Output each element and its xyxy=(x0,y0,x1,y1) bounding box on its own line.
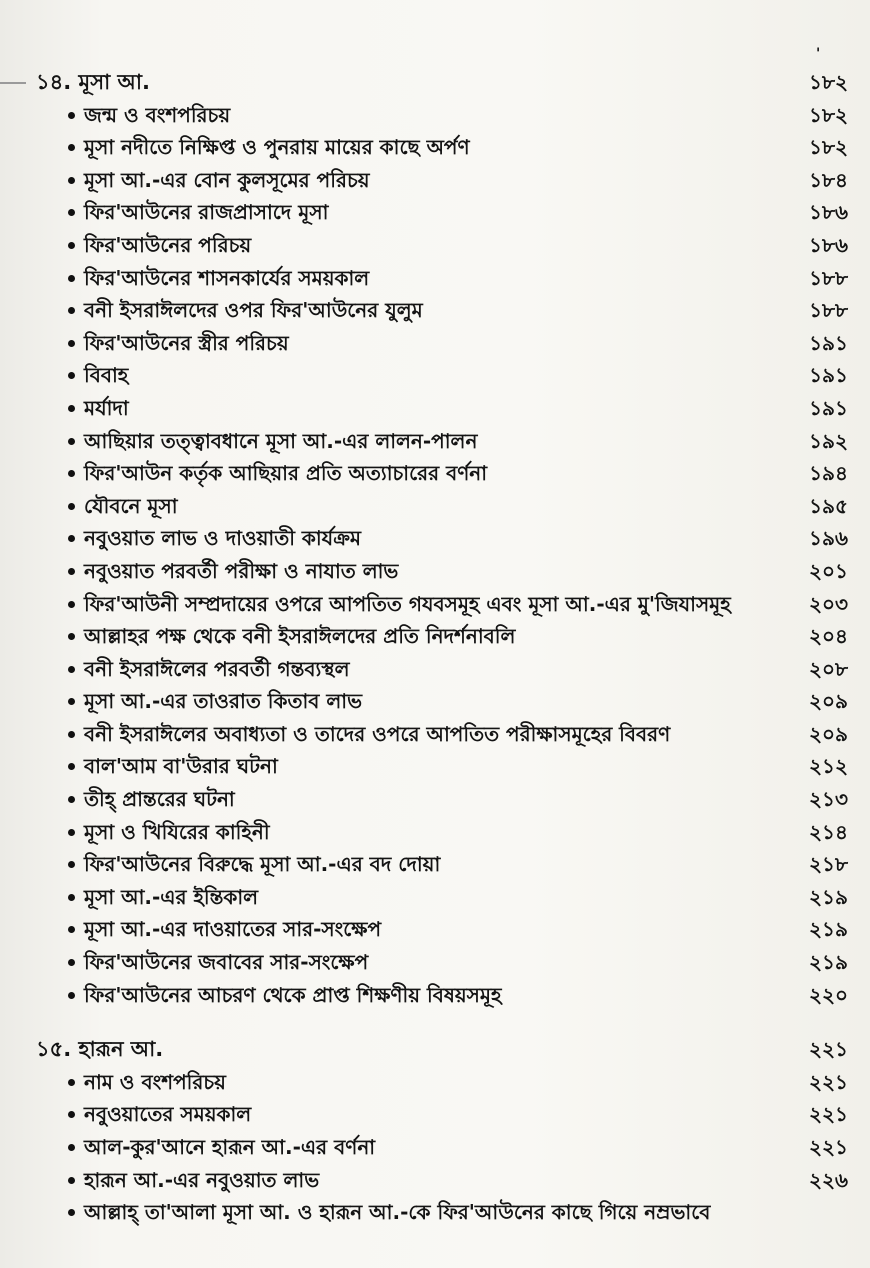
chapter-row xyxy=(0,1033,870,1066)
bullet-icon xyxy=(68,698,75,705)
bullet-icon xyxy=(68,1209,75,1216)
entry-title: যৌবনে মূসা xyxy=(84,493,178,518)
entry-title: বনী ইসরাঈলের পরবর্তী গন্তব্যস্থল xyxy=(84,656,350,681)
bullet-icon xyxy=(68,535,75,542)
entry-page-number: ১৮৬ xyxy=(809,232,848,257)
toc-entry xyxy=(0,262,870,295)
entry-page-number: ২২৬ xyxy=(808,1167,848,1192)
toc-entry xyxy=(0,359,870,392)
bullet-icon xyxy=(68,959,75,966)
entry-title: বনী ইসরাঈলদের ওপর ফির'আউনের যুলুম xyxy=(84,298,423,323)
bullet-icon xyxy=(68,666,75,673)
toc-entry xyxy=(0,620,870,653)
entry-title: ফির'আউনের স্ত্রীর পরিচয় xyxy=(84,330,289,355)
toc-entry xyxy=(0,229,870,262)
bullet-icon xyxy=(68,763,75,770)
entry-title: ফির'আউনের জবাবের সার-সংক্ষেপ xyxy=(84,950,369,975)
entry-title: মর্যাদা xyxy=(84,395,129,420)
bullet-icon xyxy=(68,829,75,836)
entry-page-number: ২২১ xyxy=(809,1069,848,1094)
bullet-icon xyxy=(68,503,75,510)
entry-page-number: ১৯৫ xyxy=(809,493,848,518)
entry-page-number: ২১৯ xyxy=(809,884,848,909)
toc-entry xyxy=(0,164,870,197)
bullet-icon xyxy=(68,926,75,933)
toc-entry xyxy=(0,848,870,881)
entry-page-number: ২২০ xyxy=(808,982,848,1007)
entry-page-number: ১৯২ xyxy=(809,428,848,453)
toc-entry xyxy=(0,131,870,164)
entry-title: বিবাহ xyxy=(84,363,129,388)
bullet-icon xyxy=(68,340,75,347)
bullet-icon xyxy=(68,796,75,803)
bullet-icon xyxy=(68,1079,75,1086)
bullet-icon xyxy=(68,438,75,445)
entry-title: হারূন আ.-এর নবুওয়াত লাভ xyxy=(84,1167,320,1192)
entry-page-number: ২০৮ xyxy=(809,656,848,681)
bullet-icon xyxy=(68,1144,75,1151)
bullet-icon xyxy=(68,275,75,282)
entry-page-number: ২০১ xyxy=(809,558,848,583)
bullet-icon xyxy=(68,405,75,412)
entry-title: জন্ম ও বংশপরিচয় xyxy=(84,102,231,127)
bullet-icon xyxy=(68,894,75,901)
toc-entry xyxy=(0,425,870,458)
entry-page-number: ২০৯ xyxy=(809,689,848,714)
entry-title: ফির'আউন কর্তৃক আছিয়ার প্রতি অত্যাচারের বর্ণনা xyxy=(84,461,488,486)
toc-entry xyxy=(0,979,870,1012)
entry-page-number: ২১৯ xyxy=(809,917,848,942)
entry-page-number: ১৮৮ xyxy=(809,298,848,323)
toc-entry xyxy=(0,588,870,621)
entry-page-number: ২১৮ xyxy=(809,852,848,877)
toc-entry xyxy=(0,99,870,132)
entry-page-number: ২০৩ xyxy=(808,591,848,616)
bullet-icon xyxy=(68,144,75,151)
entry-page-number: ১৮৮ xyxy=(809,265,848,290)
entry-title: মূসা আ.-এর দাওয়াতের সার-সংক্ষেপ xyxy=(84,917,382,942)
entry-title: আল্লাহর পক্ষ থেকে বনী ইসরাঈলদের প্রতি নিদর্শনাবলি xyxy=(84,624,516,649)
entry-page-number: ১৯১ xyxy=(809,363,848,388)
entry-title: ফির'আউনের বিরুদ্ধে মূসা আ.-এর বদ দোয়া xyxy=(84,852,441,877)
bullet-icon xyxy=(68,992,75,999)
entry-page-number: ২১৯ xyxy=(809,950,848,975)
toc-entry xyxy=(0,196,870,229)
bullet-icon xyxy=(68,601,75,608)
bullet-icon xyxy=(68,861,75,868)
bullet-icon xyxy=(68,177,75,184)
toc-entry xyxy=(0,946,870,979)
entry-title: মূসা নদীতে নিক্ষিপ্ত ও পুনরায় মায়ের কাছে অর্পণ xyxy=(84,135,470,160)
bullet-icon xyxy=(68,242,75,249)
entry-title: মূসা আ.-এর বোন কুলসূমের পরিচয় xyxy=(84,167,370,192)
entry-title: নবুওয়াত লাভ ও দাওয়াতী কার্যক্রম xyxy=(84,526,362,551)
toc-entry xyxy=(0,1131,870,1164)
entry-page-number: ১৯৬ xyxy=(809,526,848,551)
entry-page-number: ১৯৪ xyxy=(809,461,848,486)
entry-page-number: ২০৯ xyxy=(809,721,848,746)
bullet-icon xyxy=(68,372,75,379)
toc-entry xyxy=(0,1164,870,1197)
toc-entry xyxy=(0,881,870,914)
bullet-icon xyxy=(68,568,75,575)
bullet-icon xyxy=(68,731,75,738)
toc-entry xyxy=(0,1066,870,1099)
entry-page-number: ২২১ xyxy=(809,1102,848,1127)
entry-page-number: ১৮৪ xyxy=(809,167,848,192)
chapter-row xyxy=(0,66,870,99)
entry-title: নাম ও বংশপরিচয় xyxy=(84,1069,226,1094)
entry-page-number: ২১২ xyxy=(809,754,848,779)
entry-title: মূসা আ.-এর তাওরাত কিতাব লাভ xyxy=(84,689,363,714)
bullet-icon xyxy=(68,633,75,640)
entry-page-number: ১৮৬ xyxy=(809,200,848,225)
toc-entry xyxy=(0,750,870,783)
bullet-icon xyxy=(68,470,75,477)
entry-title: ফির'আউনের পরিচয় xyxy=(84,232,252,257)
entry-title: তীহ্ প্রান্তরের ঘটনা xyxy=(84,787,235,812)
bullet-icon xyxy=(68,307,75,314)
entry-page-number: ২২১ xyxy=(809,1135,848,1159)
bullet-icon xyxy=(68,1177,75,1184)
toc-entry xyxy=(0,522,870,555)
entry-title: ফির'আউনের রাজপ্রাসাদে মূসা xyxy=(84,200,329,225)
entry-title: বনী ইসরাঈলের অবাধ্যতা ও তাদের ওপরে আপতিত পরীক্ষাসমূহের বিবরণ xyxy=(84,721,671,746)
entry-page-number: ১৯১ xyxy=(809,330,848,355)
toc-entry xyxy=(0,685,870,718)
toc-entry xyxy=(0,555,870,588)
entry-title: ফির'আউনের আচরণ থেকে প্রাপ্ত শিক্ষণীয় বিষয়সমূহ xyxy=(84,982,502,1007)
entry-page-number: ১৯১ xyxy=(809,395,848,420)
entry-title: আছিয়ার তত্ত্বাবধানে মূসা আ.-এর লালন-পালন xyxy=(84,428,478,453)
bullet-icon xyxy=(68,1111,75,1118)
toc-entry xyxy=(0,653,870,686)
entry-title: বাল'আম বা'উরার ঘটনা xyxy=(84,754,278,779)
toc-entry xyxy=(0,457,870,490)
bullet-icon xyxy=(68,112,75,119)
toc-entry xyxy=(0,913,870,946)
chapter-page-number: ১৮২ xyxy=(809,70,848,94)
entry-title: ফির'আউনের শাসনকার্যের সময়কাল xyxy=(84,265,370,290)
table-of-contents xyxy=(0,66,870,1229)
section-gap xyxy=(0,1011,870,1033)
toc-entry xyxy=(0,294,870,327)
toc-entry xyxy=(0,1098,870,1131)
entry-title: নবুওয়াত পরবর্তী পরীক্ষা ও নাযাত লাভ xyxy=(84,558,399,583)
toc-entry xyxy=(0,718,870,751)
chapter-title: ১৫. হারূন আ. xyxy=(36,1037,164,1062)
entry-page-number: ২১৩ xyxy=(809,787,848,812)
bullet-icon xyxy=(68,209,75,216)
entry-title: মূসা আ.-এর ইন্তিকাল xyxy=(84,884,259,909)
entry-title: আল-কুর'আনে হারূন আ.-এর বর্ণনা xyxy=(84,1135,376,1159)
entry-title: আল্লাহ্ তা'আলা মূসা আ. ও হারূন আ.-কে ফির'আউনের কাছে গিয়ে নম্রভাবে xyxy=(84,1200,711,1225)
entry-title: মূসা ও খিযিরের কাহিনী xyxy=(84,819,270,844)
toc-entry xyxy=(0,490,870,523)
entry-title: ফির'আউনী সম্প্রদায়ের ওপরে আপতিত গযবসমূহ এবং মূসা আ.-এর মু'জিযাসমূহ xyxy=(84,591,731,616)
entry-page-number: ২১৪ xyxy=(809,819,848,844)
toc-entry xyxy=(0,783,870,816)
entry-page-number: ১৮২ xyxy=(809,135,848,160)
toc-entry xyxy=(0,816,870,849)
entry-page-number: ১৮২ xyxy=(809,102,848,127)
toc-entry xyxy=(0,327,870,360)
entry-title: নবুওয়াতের সময়কাল xyxy=(84,1102,252,1127)
toc-entry xyxy=(0,1196,870,1229)
top-mark: ' xyxy=(816,46,821,62)
chapter-page-number: ২২১ xyxy=(809,1037,848,1062)
entry-page-number: ২০৪ xyxy=(809,624,848,649)
toc-entry xyxy=(0,392,870,425)
chapter-title: ১৪. মূসা আ. xyxy=(36,70,150,94)
